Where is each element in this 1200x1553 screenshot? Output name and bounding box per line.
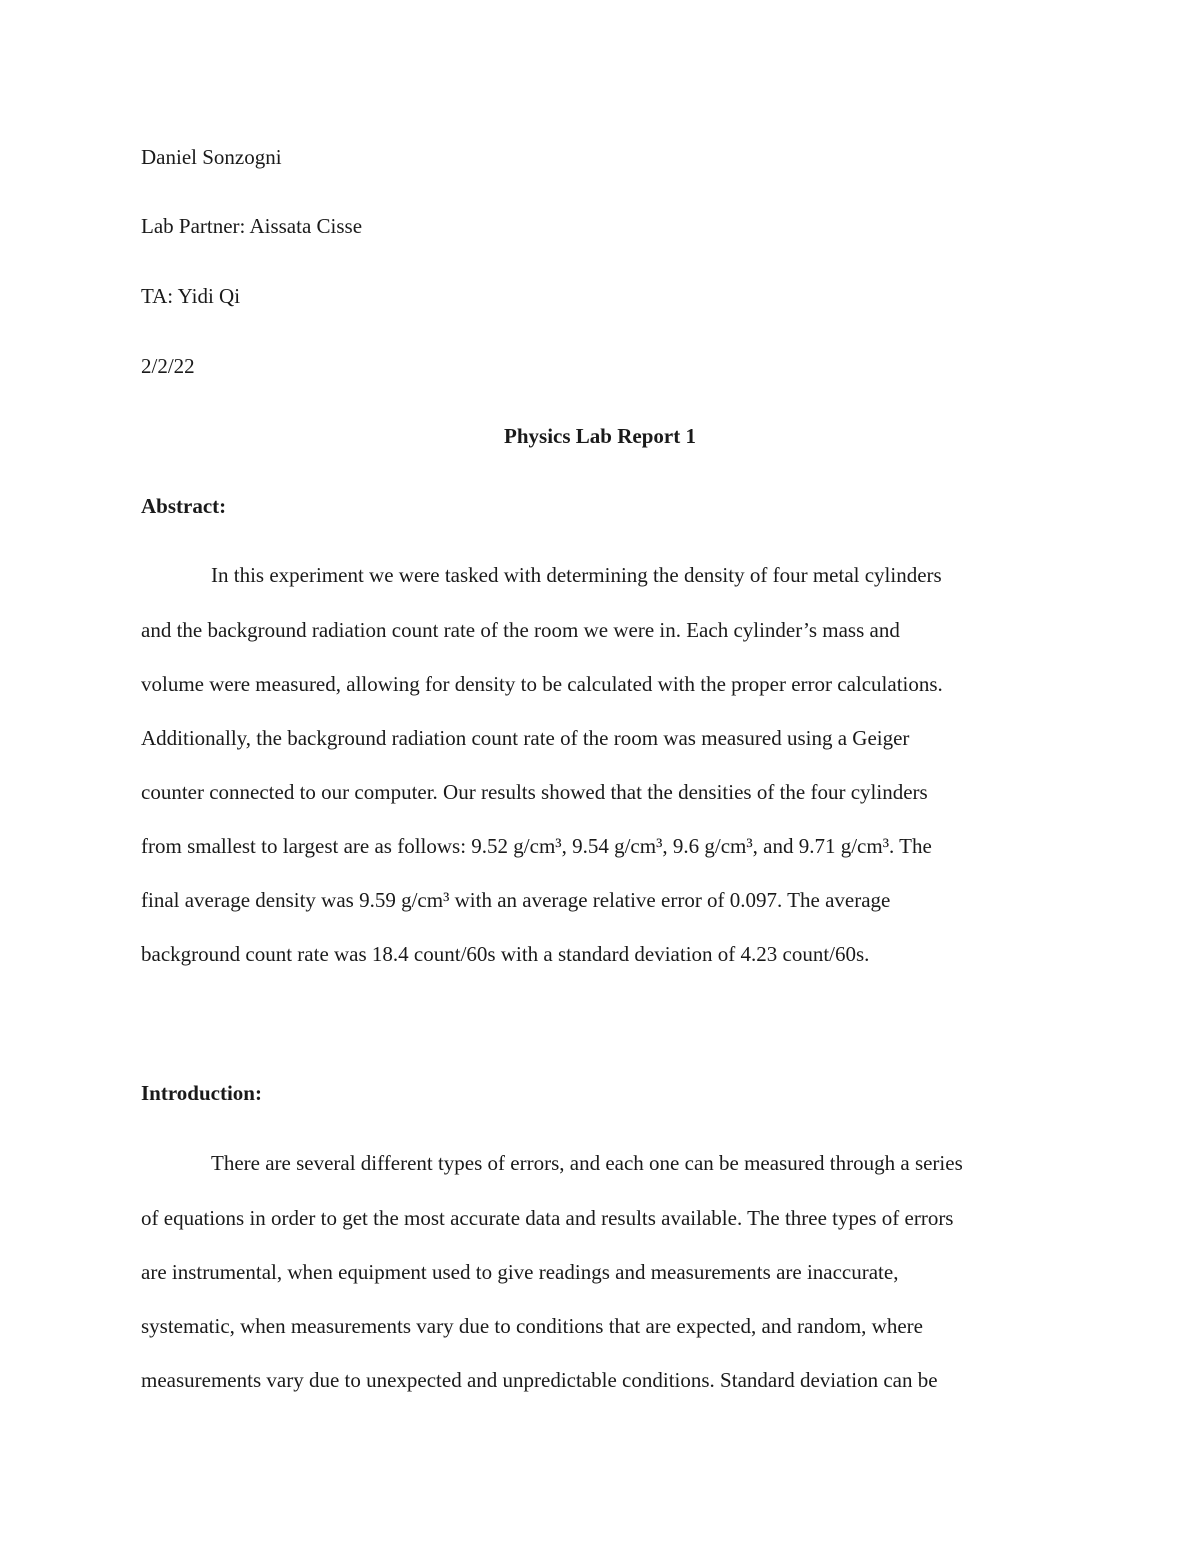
introduction-line: measurements vary due to unexpected and unpredictable conditions. Standard deviation can be xyxy=(141,1368,938,1392)
teaching-assistant: TA: Yidi Qi xyxy=(141,284,241,308)
abstract-line: background count rate was 18.4 count/60s with a standard deviation of 4.23 count/60s. xyxy=(141,942,870,966)
introduction-line: of equations in order to get the most accurate data and results available. The three types of errors xyxy=(141,1206,954,1230)
abstract-line: counter connected to our computer. Our results showed that the densities of the four cylinders xyxy=(141,780,928,804)
introduction-line: are instrumental, when equipment used to give readings and measurements are inaccurate, xyxy=(141,1260,899,1284)
abstract-line: and the background radiation count rate of the room we were in. Each cylinder’s mass and xyxy=(141,618,900,642)
abstract-heading: Abstract: xyxy=(141,494,227,518)
report-date: 2/2/22 xyxy=(141,354,195,378)
abstract-line: In this experiment we were tasked with determining the density of four metal cylinders xyxy=(211,563,942,587)
introduction-line: systematic, when measurements vary due to conditions that are expected, and random, where xyxy=(141,1314,923,1338)
author-name: Daniel Sonzogni xyxy=(141,145,282,169)
report-title: Physics Lab Report 1 xyxy=(504,424,696,448)
abstract-line: final average density was 9.59 g/cm³ with an average relative error of 0.097. The average xyxy=(141,888,891,912)
abstract-line: volume were measured, allowing for density to be calculated with the proper error calculations. xyxy=(141,672,943,696)
abstract-line: from smallest to largest are as follows: 9.52 g/cm³, 9.54 g/cm³, 9.6 g/cm³, and 9.71 g/cm³. The xyxy=(141,834,932,858)
lab-partner: Lab Partner: Aissata Cisse xyxy=(141,214,363,238)
introduction-line: There are several different types of errors, and each one can be measured through a series xyxy=(211,1151,963,1175)
abstract-line: Additionally, the background radiation count rate of the room was measured using a Geiger xyxy=(141,726,910,750)
introduction-heading: Introduction: xyxy=(141,1081,262,1105)
